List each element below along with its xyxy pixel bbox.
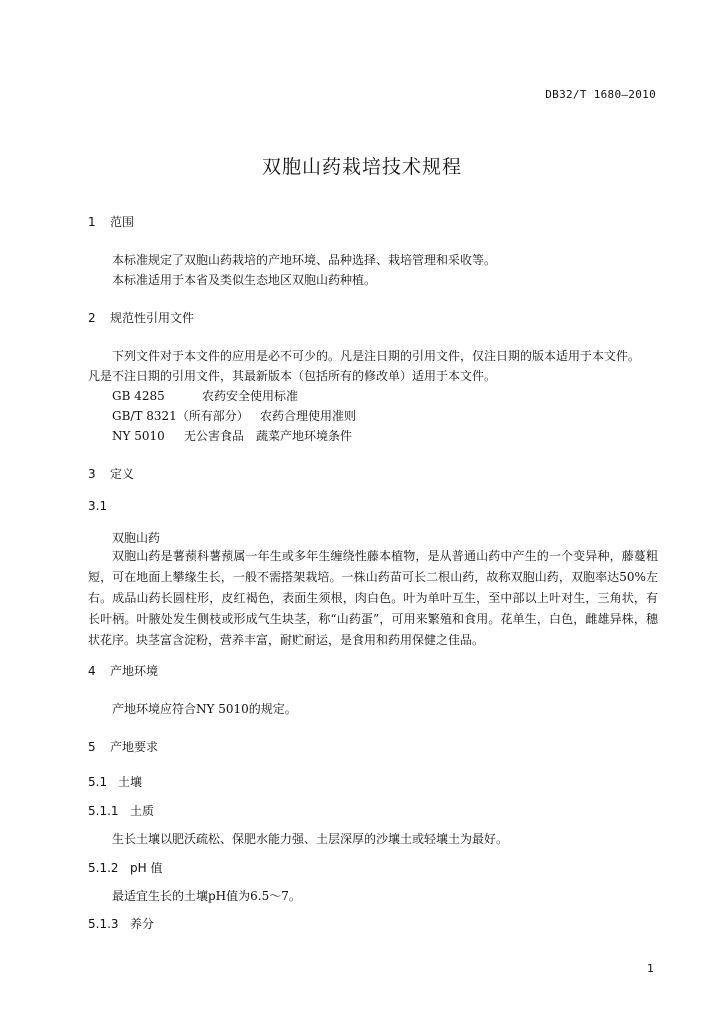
section-number: 5.1 — [88, 775, 108, 789]
section-4-heading — [88, 662, 158, 679]
normative-intro-line-2: 凡是不注日期的引用文件，其最新版本（包括所有的修改单）适用于本文件。 — [88, 369, 497, 383]
section-number: 5.1.1 — [88, 804, 119, 818]
reference-item — [112, 387, 298, 404]
section-title: pH 值 — [130, 861, 163, 875]
section-title: 土壤 — [118, 775, 143, 789]
standard-code: DB32/T 1680—2010 — [545, 88, 656, 101]
section-2-heading — [88, 309, 194, 326]
section-title: 产地要求 — [110, 740, 159, 754]
reference-name: 无公害食品 蔬菜产地环境条件 — [184, 429, 353, 443]
page-number: 1 — [647, 962, 654, 975]
ph-text: 最适宜生长的土壤pH值为6.5～7。 — [112, 889, 301, 903]
scope-line-1: 本标准规定了双胞山药栽培的产地环境、品种选择、栽培管理和采收等。 — [112, 253, 497, 267]
subsection-5-1-2-heading — [88, 859, 162, 876]
section-1-heading — [88, 213, 134, 230]
scope-line-2: 本标准适用于本省及类似生态地区双胞山药种植。 — [112, 273, 377, 287]
soil-texture-text: 生长土壤以肥沃疏松、保肥水能力强、土层深厚的沙壤土或轻壤土为最好。 — [112, 832, 509, 846]
section-number: 4 — [88, 664, 96, 678]
section-5-heading — [88, 738, 158, 755]
reference-code: GB 4285 — [112, 389, 165, 403]
section-title: 养分 — [130, 917, 155, 931]
section-3-heading — [88, 465, 134, 482]
subsection-5-1-1-heading — [88, 802, 154, 819]
subsection-5-1-3-heading — [88, 915, 154, 932]
subsection-3-1-number: 3.1 — [88, 499, 108, 513]
section-number: 2 — [88, 311, 96, 325]
subsection-5-1-heading — [88, 773, 142, 790]
section-title: 土质 — [130, 804, 155, 818]
reference-name: 农药安全使用标准 — [202, 389, 299, 403]
reference-name: 农药合理使用准则 — [260, 409, 357, 423]
section-number: 3 — [88, 467, 96, 481]
reference-code: NY 5010 — [112, 429, 165, 443]
environment-text: 产地环境应符合NY 5010的规定。 — [112, 702, 297, 716]
section-title: 产地环境 — [110, 664, 159, 678]
reference-code: GB/T 8321（所有部分） — [112, 409, 249, 423]
reference-item — [112, 407, 356, 424]
section-title: 范围 — [110, 215, 135, 229]
term-heading: 双胞山药 — [112, 531, 161, 545]
section-number: 1 — [88, 215, 96, 229]
normative-intro-line-1: 下列文件对于本文件的应用是必不可少的。凡是注日期的引用文件，仅注日期的版本适用于本文件。 — [112, 349, 641, 363]
section-number: 5 — [88, 740, 96, 754]
reference-item — [112, 427, 352, 444]
document-title: 双胞山药栽培技术规程 — [261, 156, 462, 178]
section-number: 5.1.3 — [88, 917, 119, 931]
section-title: 定义 — [110, 467, 135, 481]
section-number: 5.1.2 — [88, 861, 119, 875]
term-definition: 双胞山药是薯蓣科薯蓣属一年生或多年生缠绕性藤本植物，是从普通山药中产生的一个变异种，藤蔓粗短，可在地面上攀缘生长，一般不需搭架栽培。一株山药苗可长二根山药，故称双胞山药，双胞率达50%左右。成品山药长圆柱形，皮红褐色，表面生须根，肉白色。叶为单叶互生，至中部以上叶对生，三角状，有长叶柄。叶腋处发生侧枝或形成气生块茎，称“山药蛋”，可用来繁殖和食用。花单生，白色，雌雄异株，穗状花序。块茎富含淀粉，营养丰富，耐贮耐运，是食用和药用保健之佳品。 — [88, 549, 658, 647]
section-title: 规范性引用文件 — [110, 311, 195, 325]
